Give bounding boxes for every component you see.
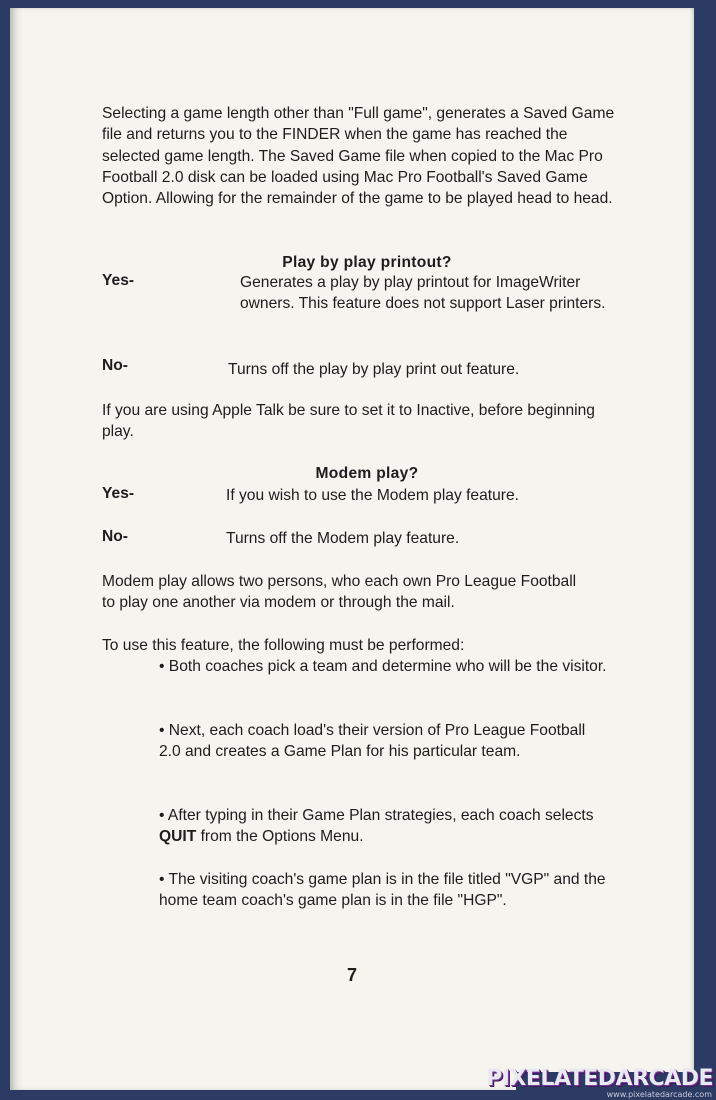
quit-keyword: QUIT	[159, 828, 197, 846]
watermark-url: www.pixelatedarcade.com	[606, 1090, 712, 1099]
intro-paragraph: Selecting a game length other than "Full game", generates a Saved Game file and returns you to the FINDER when the game has reached the selected game length. The Saved Game file when copied to the Mac Pro Football 2.0 disk can be loaded using Mac Pro Football's Saved Game Option. Allowing for the remainder of the game to be played head to head.	[102, 105, 615, 208]
modem-yes-text: If you wish to use the Modem play feature.	[226, 487, 519, 504]
step-bullet-3-start: • After typing in their Game Plan strategies, each coach selects	[159, 807, 594, 824]
watermark-banner	[486, 1066, 716, 1100]
modem-yes-label: Yes-	[102, 485, 135, 502]
modem-no-text: Turns off the Modem play feature.	[226, 530, 460, 547]
printout-heading: Play by play printout?	[282, 254, 452, 271]
printout-no-text: Turns off the play by play print out feature.	[228, 361, 520, 378]
printout-yes-text: Generates a play by play printout for ImageWriter owners. This feature does not support Laser printers.	[240, 274, 606, 313]
step-bullet-4: • The visiting coach's game plan is in the file titled "VGP" and the home team coach's game plan is in the file "HGP".	[159, 871, 606, 910]
step-bullet-3	[159, 805, 609, 848]
modem-heading: Modem play?	[315, 465, 419, 482]
modem-no-label: No-	[102, 528, 128, 545]
manual-page	[10, 8, 694, 1090]
printout-no-label: No-	[102, 357, 128, 374]
steps-intro: To use this feature, the following must be performed:	[102, 637, 465, 654]
page-number: 7	[346, 965, 357, 985]
step-bullet-1: • Both coaches pick a team and determine who will be the visitor.	[159, 658, 607, 675]
appletalk-note: If you are using Apple Talk be sure to set it to Inactive, before beginning play.	[102, 402, 595, 441]
modem-description: Modem play allows two persons, who each own Pro League Football to play one another via modem or through the mail.	[102, 573, 577, 612]
watermark-logo: PIXELATEDARCADE	[486, 1066, 713, 1091]
step-bullet-3-end: from the Options Menu.	[196, 828, 364, 846]
printout-yes-label: Yes-	[102, 272, 135, 289]
step-bullet-2: • Next, each coach load's their version of Pro League Football 2.0 and creates a Game Plan for his particular team.	[159, 722, 586, 761]
